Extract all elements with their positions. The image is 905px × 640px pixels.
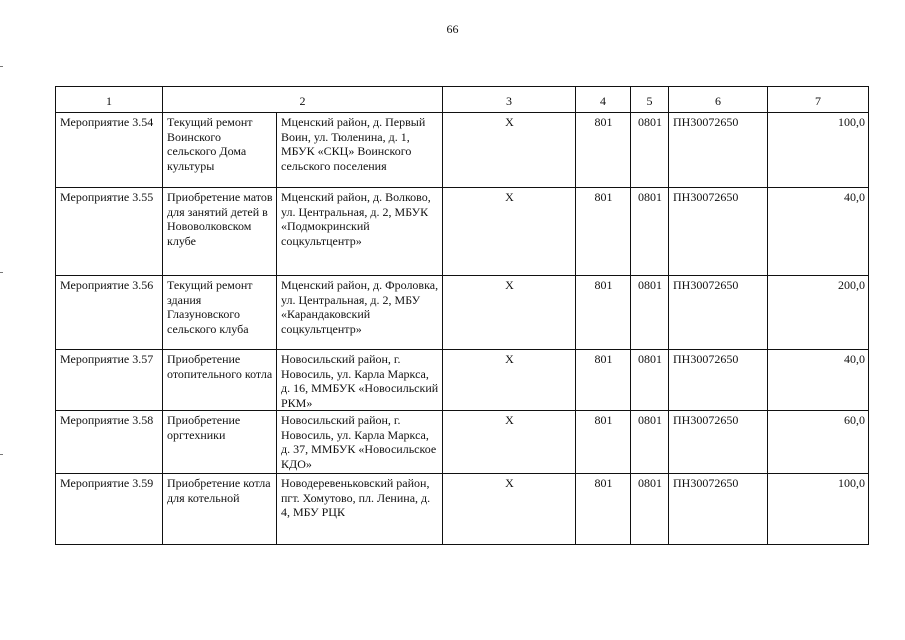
table-row xyxy=(56,113,869,188)
event-number-cell: Мероприятие 3.57 xyxy=(56,350,163,411)
col4-cell: 801 xyxy=(576,276,631,350)
col5-cell: 0801 xyxy=(631,474,669,545)
col6-cell: ПН30072650 xyxy=(669,276,768,350)
event-number-cell: Мероприятие 3.58 xyxy=(56,411,163,474)
amount-cell: 40,0 xyxy=(768,350,869,411)
amount-cell: 100,0 xyxy=(768,474,869,545)
col3-cell: Х xyxy=(443,276,576,350)
table-row xyxy=(56,276,869,350)
event-number-cell: Мероприятие 3.55 xyxy=(56,188,163,276)
col5-cell: 0801 xyxy=(631,411,669,474)
table-row xyxy=(56,350,869,411)
event-name-cell: Текущий ремонт здания Глазуновского сельского клуба xyxy=(163,276,277,350)
address-cell: Мценский район, д. Волково, ул. Центральная, д. 2, МБУК «Подмокринский соцкультцентр» xyxy=(277,188,443,276)
col4-cell: 801 xyxy=(576,350,631,411)
col3-cell: Х xyxy=(443,350,576,411)
page-number: 66 xyxy=(446,22,459,36)
header-cell-4: 4 xyxy=(576,87,631,113)
event-number-cell: Мероприятие 3.54 xyxy=(56,113,163,188)
address-cell: Новосильский район, г. Новосиль, ул. Карла Маркса, д. 37, ММБУК «Новосильское КДО» xyxy=(277,411,443,474)
col5-cell: 0801 xyxy=(631,188,669,276)
col6-cell: ПН30072650 xyxy=(669,411,768,474)
scan-edge-mark xyxy=(0,272,3,273)
event-name-cell: Приобретение отопительного котла xyxy=(163,350,277,411)
address-cell: Мценский район, д. Фроловка, ул. Центральная, д. 2, МБУ «Карандаковский соцкультцентр» xyxy=(277,276,443,350)
address-cell: Мценский район, д. Первый Воин, ул. Тюленина, д. 1, МБУК «СКЦ» Воинского сельского поселения xyxy=(277,113,443,188)
header-cell-1: 1 xyxy=(56,87,163,113)
col4-cell: 801 xyxy=(576,188,631,276)
col3-cell: Х xyxy=(443,188,576,276)
budget-table xyxy=(55,86,869,545)
col4-cell: 801 xyxy=(576,411,631,474)
table-row xyxy=(56,411,869,474)
col6-cell: ПН30072650 xyxy=(669,350,768,411)
event-number-cell: Мероприятие 3.59 xyxy=(56,474,163,545)
col3-cell: Х xyxy=(443,113,576,188)
table-row xyxy=(56,474,869,545)
header-cell-7: 7 xyxy=(768,87,869,113)
event-name-cell: Приобретение котла для котельной xyxy=(163,474,277,545)
amount-cell: 60,0 xyxy=(768,411,869,474)
col5-cell: 0801 xyxy=(631,113,669,188)
table-header-row xyxy=(56,87,869,113)
header-cell-6: 6 xyxy=(669,87,768,113)
event-name-cell: Приобретение матов для занятий детей в Нововолковском клубе xyxy=(163,188,277,276)
col4-cell: 801 xyxy=(576,474,631,545)
amount-cell: 200,0 xyxy=(768,276,869,350)
col3-cell: Х xyxy=(443,474,576,545)
header-cell-5: 5 xyxy=(631,87,669,113)
event-number-cell: Мероприятие 3.56 xyxy=(56,276,163,350)
col6-cell: ПН30072650 xyxy=(669,188,768,276)
amount-cell: 100,0 xyxy=(768,113,869,188)
scan-edge-mark xyxy=(0,454,3,455)
scan-edge-mark xyxy=(0,66,3,67)
event-name-cell: Приобретение оргтехники xyxy=(163,411,277,474)
col3-cell: Х xyxy=(443,411,576,474)
header-cell-3: 3 xyxy=(443,87,576,113)
col5-cell: 0801 xyxy=(631,276,669,350)
col4-cell: 801 xyxy=(576,113,631,188)
table-row xyxy=(56,188,869,276)
col6-cell: ПН30072650 xyxy=(669,113,768,188)
address-cell: Новосильский район, г. Новосиль, ул. Карла Маркса, д. 16, ММБУК «Новосильский РКМ» xyxy=(277,350,443,411)
event-name-cell: Текущий ремонт Воинского сельского Дома культуры xyxy=(163,113,277,188)
col5-cell: 0801 xyxy=(631,350,669,411)
address-cell: Новодеревеньковский район, пгт. Хомутово, пл. Ленина, д. 4, МБУ РЦК xyxy=(277,474,443,545)
header-cell-2: 2 xyxy=(163,87,443,113)
col6-cell: ПН30072650 xyxy=(669,474,768,545)
amount-cell: 40,0 xyxy=(768,188,869,276)
